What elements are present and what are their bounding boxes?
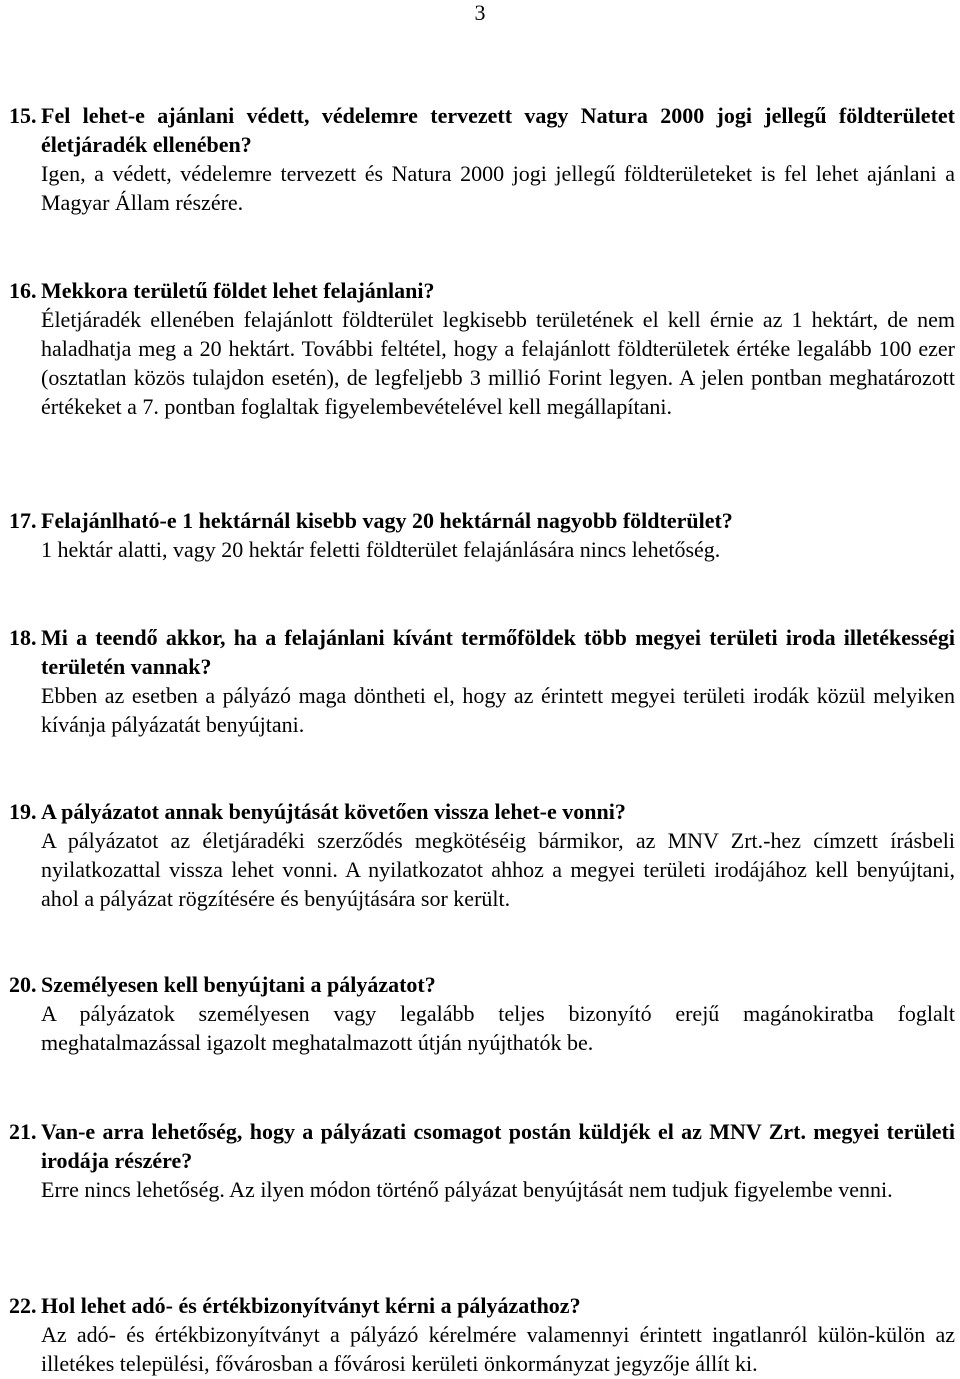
question-number: 20. [9, 972, 37, 997]
faq-item-17 [9, 506, 955, 564]
question [9, 1291, 955, 1320]
question-number: 19. [9, 799, 37, 824]
faq-item-20 [9, 970, 955, 1057]
question-text: A pályázatot annak benyújtását követően vissza lehet-e vonni? [41, 799, 626, 824]
question-number: 17. [9, 508, 37, 533]
question [9, 276, 955, 305]
answer-text: Erre nincs lehetőség. Az ilyen módon történő pályázat benyújtását nem tudjuk figyelembe venni. [41, 1177, 893, 1202]
faq-item-22 [9, 1291, 955, 1378]
faq-item-15 [9, 101, 955, 217]
question [9, 797, 955, 826]
answer-text: Ebben az esetben a pályázó maga döntheti el, hogy az érintett megyei területi irodák közül melyiken kívánja pályázatát benyújtani. [41, 683, 955, 737]
faq-item-18 [9, 623, 955, 739]
question-text: Mi a teendő akkor, ha a felajánlani kívánt termőföldek több megyei területi iroda illetékességi területén vannak? [41, 625, 955, 679]
faq-item-16 [9, 276, 955, 421]
question-text: Személyesen kell benyújtani a pályázatot? [41, 972, 436, 997]
answer-text: 1 hektár alatti, vagy 20 hektár feletti földterület felajánlására nincs lehetőség. [41, 537, 721, 562]
question-text: Van-e arra lehetőség, hogy a pályázati csomagot postán küldjék el az MNV Zrt. megyei területi irodája részére? [41, 1119, 955, 1173]
question [9, 1117, 955, 1175]
faq-item-21 [9, 1117, 955, 1204]
question-number: 15. [9, 103, 37, 128]
answer-text: Életjáradék ellenében felajánlott földterület legkisebb területének el kell érnie az 1 hektárt, de nem haladhatja meg a 20 hektárt. További feltétel, hogy a felajánlott földterületek értéke legalább 100 ezer (osztatlan közös tulajdon esetén), de legfeljebb 3 millió Forint legyen. A jelen pontban meghatározott értékeket a 7. pontban foglaltak figyelembevételével kell megállapítani. [41, 307, 955, 419]
question-number: 16. [9, 278, 37, 303]
answer-text: Az adó- és értékbizonyítványt a pályázó kérelmére valamennyi érintett ingatlanról külön-külön az illetékes települési, fővárosban a fővárosi kerületi önkormányzat jegyzője állít ki. [41, 1322, 955, 1376]
answer-text: A pályázatot az életjáradéki szerződés megkötéséig bármikor, az MNV Zrt.-hez címzett írásbeli nyilatkozattal vissza lehet vonni. A nyilatkozatot ahhoz a megyei területi irodájához kell benyújtani, ahol a pályázat rögzítésére és benyújtására sor került. [41, 828, 955, 911]
answer-text: A pályázatok személyesen vagy legalább teljes bizonyító erejű magánokiratba foglalt meghatalmazással igazolt meghatalmazott útján nyújthatók be. [41, 1001, 955, 1055]
faq-item-19 [9, 797, 955, 913]
question-text: Mekkora területű földet lehet felajánlani? [41, 278, 435, 303]
question [9, 101, 955, 159]
question-number: 18. [9, 625, 37, 650]
question-number: 21. [9, 1119, 37, 1144]
question-text: Felajánlható-e 1 hektárnál kisebb vagy 20 hektárnál nagyobb földterület? [41, 508, 733, 533]
question [9, 623, 955, 681]
page-number: 3 [474, 0, 486, 25]
question-number: 22. [9, 1293, 37, 1318]
question-text: Fel lehet-e ajánlani védett, védelemre tervezett vagy Natura 2000 jogi jellegű földterületet életjáradék ellenében? [41, 103, 955, 157]
answer-text: Igen, a védett, védelemre tervezett és Natura 2000 jogi jellegű földterületeket is fel lehet ajánlani a Magyar Állam részére. [41, 161, 955, 215]
question-text: Hol lehet adó- és értékbizonyítványt kérni a pályázathoz? [41, 1293, 581, 1318]
question [9, 970, 955, 999]
question [9, 506, 955, 535]
